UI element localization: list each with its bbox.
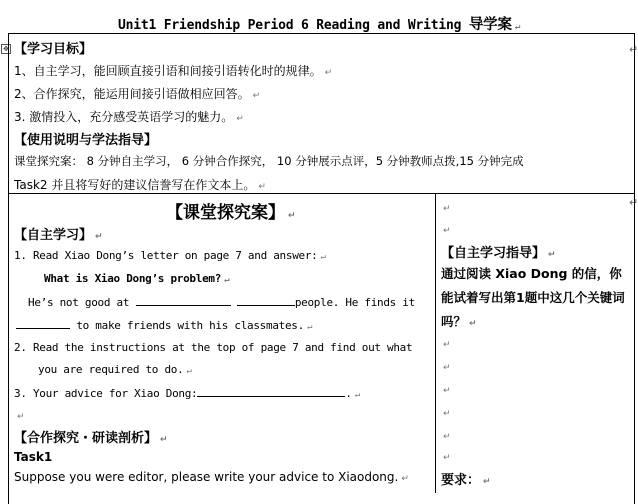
column-divider (435, 193, 436, 493)
blank-field[interactable] (136, 295, 231, 306)
task1-text: Suppose you were editor, please write your advice to Xiaodong. ↵ (14, 470, 409, 484)
guidance-heading: 【自主学习指导】 ↵ (441, 246, 556, 261)
question-1: 1. Read Xiao Dong’s letter on page 7 and answer: ↵ (14, 249, 326, 262)
blank-field[interactable] (237, 295, 295, 306)
class-inquiry-title: 【课堂探究案】 ↵ (166, 203, 296, 223)
cooperation-heading: 【合作探究・研读剖析】 ↵ (14, 431, 168, 446)
blank-paragraph: ↵ (443, 409, 451, 419)
requirements-label: 要求： ↵ (441, 473, 491, 488)
title-chinese: 导学案 (468, 17, 512, 33)
blank-paragraph: ↵ (443, 340, 451, 350)
row-divider (8, 193, 634, 194)
return-arrow-icon: ↵ (629, 196, 638, 209)
goal-item-3: 3. 激情投入，充分感受英语学习的魅力。 ↵ (14, 110, 244, 124)
question-1-answer-line-2: to make friends with his classmates. ↵ (16, 318, 312, 332)
blank-paragraph: ↵ (443, 363, 451, 373)
goal-item-1: 1、自主学习，能回顾直接引语和间接引语转化时的规律。 ↵ (14, 64, 333, 78)
advice-blank-field[interactable] (197, 386, 345, 397)
goal-item-2: 2、合作探究，能运用间接引语做相应回答。 ↵ (14, 87, 261, 101)
question-1-answer-line: He’s not good at people. He finds it (28, 296, 415, 309)
blank-paragraph: ↵ (443, 432, 451, 442)
task1-label: Task1 (14, 450, 53, 464)
blank-paragraph: ↵ (17, 412, 25, 422)
question-2: 2. Read the instructions at the top of page 7 and find out what (14, 341, 413, 354)
blank-field[interactable] (16, 318, 70, 329)
return-arrow-icon: ↵ (514, 22, 520, 32)
usage-line-1: 课堂探究案： 8 分钟自主学习， 6 分钟合作探究， 10 分钟展示点评，5 分钟教师点拨,15 分钟完成 (14, 154, 524, 168)
return-arrow-icon: ↵ (629, 43, 638, 56)
question-2-line-2: you are required to do. ↵ (38, 363, 192, 376)
title-english: Unit1 Friendship Period 6 Reading and Writing (118, 18, 462, 33)
self-study-heading: 【自主学习】 ↵ (14, 228, 103, 243)
question-3: 3. Your advice for Xiao Dong: . ↵ (14, 387, 360, 400)
move-handle-icon[interactable]: ✥ (1, 44, 11, 54)
learning-goals-heading: 【学习目标】 (14, 42, 93, 57)
blank-paragraph: ↵ (443, 226, 451, 236)
document-title (0, 13, 638, 34)
blank-paragraph: ↵ (443, 204, 451, 214)
blank-paragraph: ↵ (443, 386, 451, 396)
usage-heading: 【使用说明与学法指导】 (14, 133, 158, 148)
usage-line-2: Task2 并且将写好的建议信誊写在作文本上。 ↵ (14, 178, 266, 192)
question-1-prompt: What is Xiao Dong’s problem? ↵ (44, 272, 230, 285)
guidance-text: 通过阅读 Xiao Dong 的信，你能试着写出第1题中这几个关键词吗？ ↵ (441, 266, 625, 329)
blank-paragraph: ↵ (443, 453, 451, 463)
